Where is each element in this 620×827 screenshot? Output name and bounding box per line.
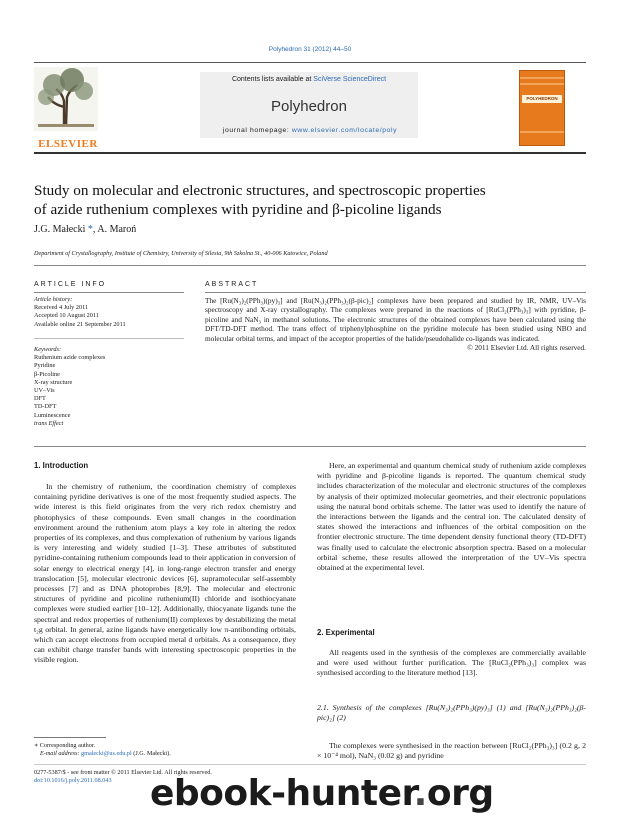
keyword-item: Pyridine [34,362,56,370]
watermark [150,773,590,814]
keyword-item: UV–Vis [34,387,55,395]
abstract-heading: ABSTRACT [205,281,259,288]
footnote-rule [34,737,106,738]
introduction-paragraph: In the chemistry of ruthenium, the coordination chemistry of complexes containing pyridine derivatives is one of the most frequently studied aspects. The wide interest is this field originates from the very rich redox chemistry and photophysics of these compounds. Even small changes in the coordination environment around the ruthenium atom plays a key role in altering the redox properties of its complexes, and thus complexation of ruthenium by various ligands is very interesting and widely studied [1–3]. These attributes of substituted pyridine-containing ruthenium compounds lead to their application in conversion of solar energy to electrical energy [4], in long-range electron transfer and energy translocation [5], molecular electronic devices [6], supramolecular self-assembly processes [7] and as DNA photoprobes [8,9]. The molecular and electronic structures of pyridine and picoline ruthenium(II) chloride and isothiocyanate complexes were studied earlier [10–12]. Additionally, thiocyanate ligands tune the spectral and redox properties of ruthenium(II) complexes by destabilizing the metal t₂g orbital. In general, azine ligands have energetically low π-antibonding orbitals, which can accept electrons from occupied metal d orbitals. As a consequence, they can exhibit charge transfer bands with interesting spectroscopic properties in the visible region. [34,482,296,665]
watermark-text-a: ebook-hunter [150,773,414,814]
email-label: E-mail address: [40,750,82,757]
abstract-copyright: © 2011 Elsevier Ltd. All rights reserved. [467,343,586,353]
affiliation: Department of Crystallography, Institute of Chemistry, University of Silesia, 9th Szkolna St., 40-006 Katowice, Poland [34,250,328,257]
watermark-dot: . [413,773,427,814]
keyword-item: DFT [34,395,46,403]
keyword-item: Ruthenium azide complexes [34,354,106,362]
contents-prefix: Contents lists available at [231,76,314,83]
keywords-label: Keywords: [34,346,62,353]
footnote-email-line [34,750,296,758]
synthesis-subheading: 2.1. Synthesis of the complexes [Ru(N₃)₂(PPh₃)(py)₃] (1) and [Ru(N₃)₂(PPh₃)₂(β-pic)₂] (2) [317,703,586,723]
homepage-link[interactable]: www.elsevier.com/locate/poly [291,127,398,134]
keywords-rule [34,338,184,339]
header-bottom-rule [34,152,586,154]
cover-stripe [520,131,564,133]
accepted-date: Accepted 10 August 2011 [34,312,99,320]
article-history [34,296,184,329]
keyword-item: β-Picoline [34,370,60,378]
header-top-rule [34,62,586,63]
abstract-rule [205,292,586,293]
email-suffix: (J.G. Małecki). [131,750,171,757]
experimental-heading: 2. Experimental [317,628,375,637]
bottom-rule [34,764,586,765]
watermark-text-c: org [426,773,494,814]
cover-stripe [520,77,564,79]
author-list [34,224,136,235]
right-paragraph-2: All reagents used in the synthesis of the complexes are commercially available and were used without further purification. The [RuCl₂(PPh₃)₃] complex was synthesised according to the literature method [13]. [317,648,586,678]
keyword-item: TD-DFT [34,403,57,411]
author-1[interactable]: J.G. Małecki [34,224,86,235]
online-date: Available online 21 September 2011 [34,320,126,328]
corresponding-author-marker[interactable]: * [87,224,93,235]
elsevier-tree-icon [34,67,98,131]
journal-cover-thumbnail[interactable] [519,70,565,146]
received-date: Received 4 July 2011 [34,304,89,312]
author-2[interactable]: A. Maroń [97,224,137,235]
elsevier-logo[interactable] [34,67,102,150]
abstract-bottom-rule [34,446,586,447]
article-title [34,181,594,219]
abstract-text: The [Ru(N₃)₂(PPh₃)(py)₃] and [Ru(N₃)₂(PPh₃)₂(β-pic)₂] complexes have been prepared and studied by IR, NMR, UV–Vis spectroscopy and X-ray crystallography. The complexes were prepared in the reactions of [RuCl₂(PPh₃)₃] with pyridine, β-picoline and NaN₃ in methanol solutions. The electronic structures of the obtained complexes have been calculated using the DFT/TD-DFT method. The trans effect of triphenylphosphine on the pyridine molecule has been studied using NBO and molecular orbital terms, and impact of the acceptor properties of the halide/pseudohalide co-ligands was indicated. [205,296,586,343]
affiliation-rule [34,265,586,266]
article-info-heading: ARTICLE INFO [34,281,107,288]
issn-line: 0277-5387/$ - see front matter © 2011 Elsevier Ltd. All rights reserved. [34,769,212,776]
title-line-1: Study on molecular and electronic structures, and spectroscopic properties [34,182,486,199]
contents-line [200,76,418,83]
introduction-heading: 1. Introduction [34,461,89,470]
journal-name: Polyhedron [271,98,347,115]
cover-title: POLYHEDRON [522,95,562,103]
elsevier-wordmark: ELSEVIER [38,138,98,150]
journal-homepage [150,127,470,134]
journal-citation[interactable]: Polyhedron 31 (2012) 44–50 [268,46,352,53]
keyword-item: Luminescence [34,411,71,419]
title-line-2: of azide ruthenium complexes with pyridine and β-picoline ligands [34,201,442,218]
footnote-corresponding: ∗ Corresponding author. [34,742,96,749]
article-info-rule [34,292,184,293]
right-paragraph-1: Here, an experimental and quantum chemical study of ruthenium azide complexes with pyridine and β-picoline ligands is reported. The quantum chemical study includes characterization of the molecular and electronic structures of the complexes by analysis of their optimized molecular geometries, and their electronic populations using the natural bond orbitals scheme. The latter was used to identify the nature of the interactions between the ligands and the central ion. The calculated density of states showed the interactions and influences of the orbital composition on the frontier electronic structure. The time dependent density functional theory (TD-DFT) was finally used to calculate the electronic absorption spectra. Based on a molecular orbital scheme, these results allowed the interpretation of the UV–Vis spectra obtained at the experimental level. [317,461,586,573]
cover-stripe [520,83,564,85]
keyword-item: trans Effect [34,419,64,427]
author-separator: , [92,224,98,235]
email-link[interactable]: gmalecki@us.edu.pl [81,750,132,757]
right-paragraph-3: The complexes were synthesised in the reaction between [RuCl₂(PPh₃)₃] (0.2 g, 2 × 10⁻⁴ mol), NaN₃ (0.02 g) and pyridine [317,741,586,761]
keyword-list [34,346,184,428]
history-label: Article history: [34,296,73,303]
sciencedirect-link[interactable]: SciVerse ScienceDirect [313,76,387,83]
doi-link[interactable]: doi:10.1016/j.poly.2011.08.043 [34,777,112,784]
abstract-body [205,296,586,352]
footnote [34,742,296,758]
keyword-item: X-ray structure [34,378,73,386]
homepage-prefix: journal homepage: [222,127,292,134]
